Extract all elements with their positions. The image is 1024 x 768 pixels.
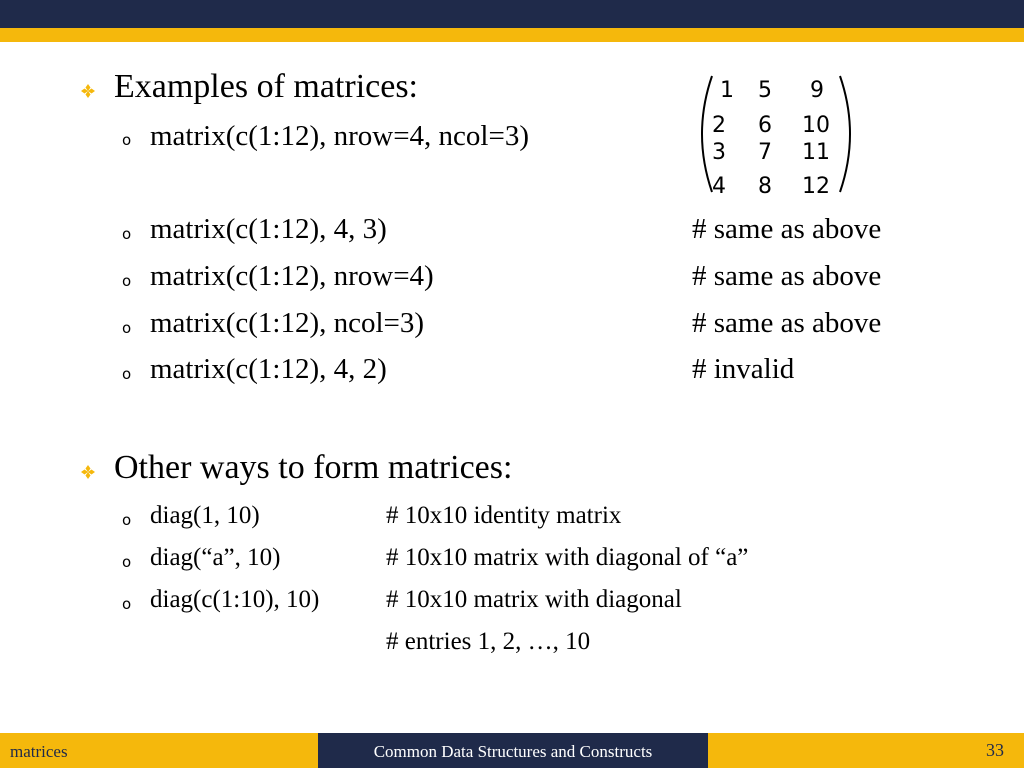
footer-page-area (708, 733, 1024, 768)
code-line-2: matrix(c(1:12), 4, 3) (150, 213, 387, 245)
hollow-circle-icon: o (122, 595, 132, 613)
hollow-circle-icon: o (122, 131, 132, 149)
matrix-cell: 4 (712, 174, 726, 198)
matrix-cell: 1 (720, 78, 734, 103)
four-diamond-icon (81, 465, 95, 479)
code-line-8: diag(c(1:10), 10) (150, 586, 320, 613)
hollow-circle-icon: o (122, 225, 132, 243)
comment-line-5: # invalid (692, 353, 795, 385)
matrix-cell: 8 (758, 174, 772, 198)
section-heading-examples: Examples of matrices: (114, 68, 419, 105)
comment-line-4: # same as above (692, 307, 882, 339)
four-diamond-icon (81, 84, 95, 98)
section-heading-other-ways: Other ways to form matrices: (114, 449, 513, 486)
hollow-circle-icon: o (122, 272, 132, 290)
matrix-cell: 2 (712, 113, 726, 138)
code-line-5: matrix(c(1:12), 4, 2) (150, 353, 387, 385)
hollow-circle-icon: o (122, 553, 132, 571)
comment-line-3: # same as above (692, 260, 882, 292)
matrix-cell: 5 (758, 78, 772, 103)
header-band-gold (0, 28, 1024, 42)
comment-line-7: # 10x10 matrix with diagonal of “a” (386, 544, 749, 571)
page-number: 33 (986, 740, 1004, 760)
comment-line-6: # 10x10 identity matrix (386, 502, 622, 529)
matrix-example-figure (690, 70, 860, 198)
matrix-cell: 12 (802, 174, 830, 198)
comment-line-2: # same as above (692, 213, 882, 245)
code-line-6: diag(1, 10) (150, 502, 260, 529)
comment-line-8: # 10x10 matrix with diagonal (386, 586, 682, 613)
footer-course-title: Common Data Structures and Constructs (373, 742, 653, 761)
matrix-cell: 7 (758, 140, 772, 165)
code-line-4: matrix(c(1:12), ncol=3) (150, 307, 425, 339)
code-line-1: matrix(c(1:12), nrow=4, ncol=3) (150, 120, 529, 152)
hollow-circle-icon: o (122, 319, 132, 337)
code-line-7: diag(“a”, 10) (150, 544, 281, 571)
header-band-navy (0, 0, 1024, 28)
matrix-cell: 6 (758, 113, 772, 138)
hollow-circle-icon: o (122, 365, 132, 383)
code-line-3: matrix(c(1:12), nrow=4) (150, 260, 434, 292)
matrix-cell: 3 (712, 140, 726, 165)
matrix-cell: 9 (810, 78, 824, 103)
hollow-circle-icon: o (122, 511, 132, 529)
matrix-cell: 10 (802, 113, 830, 138)
comment-continuation: # entries 1, 2, …, 10 (386, 628, 591, 655)
matrix-cell: 11 (802, 140, 830, 165)
footer-topic: matrices (10, 742, 68, 761)
footer-title-bar (318, 733, 708, 768)
footer-section-label (0, 733, 318, 768)
